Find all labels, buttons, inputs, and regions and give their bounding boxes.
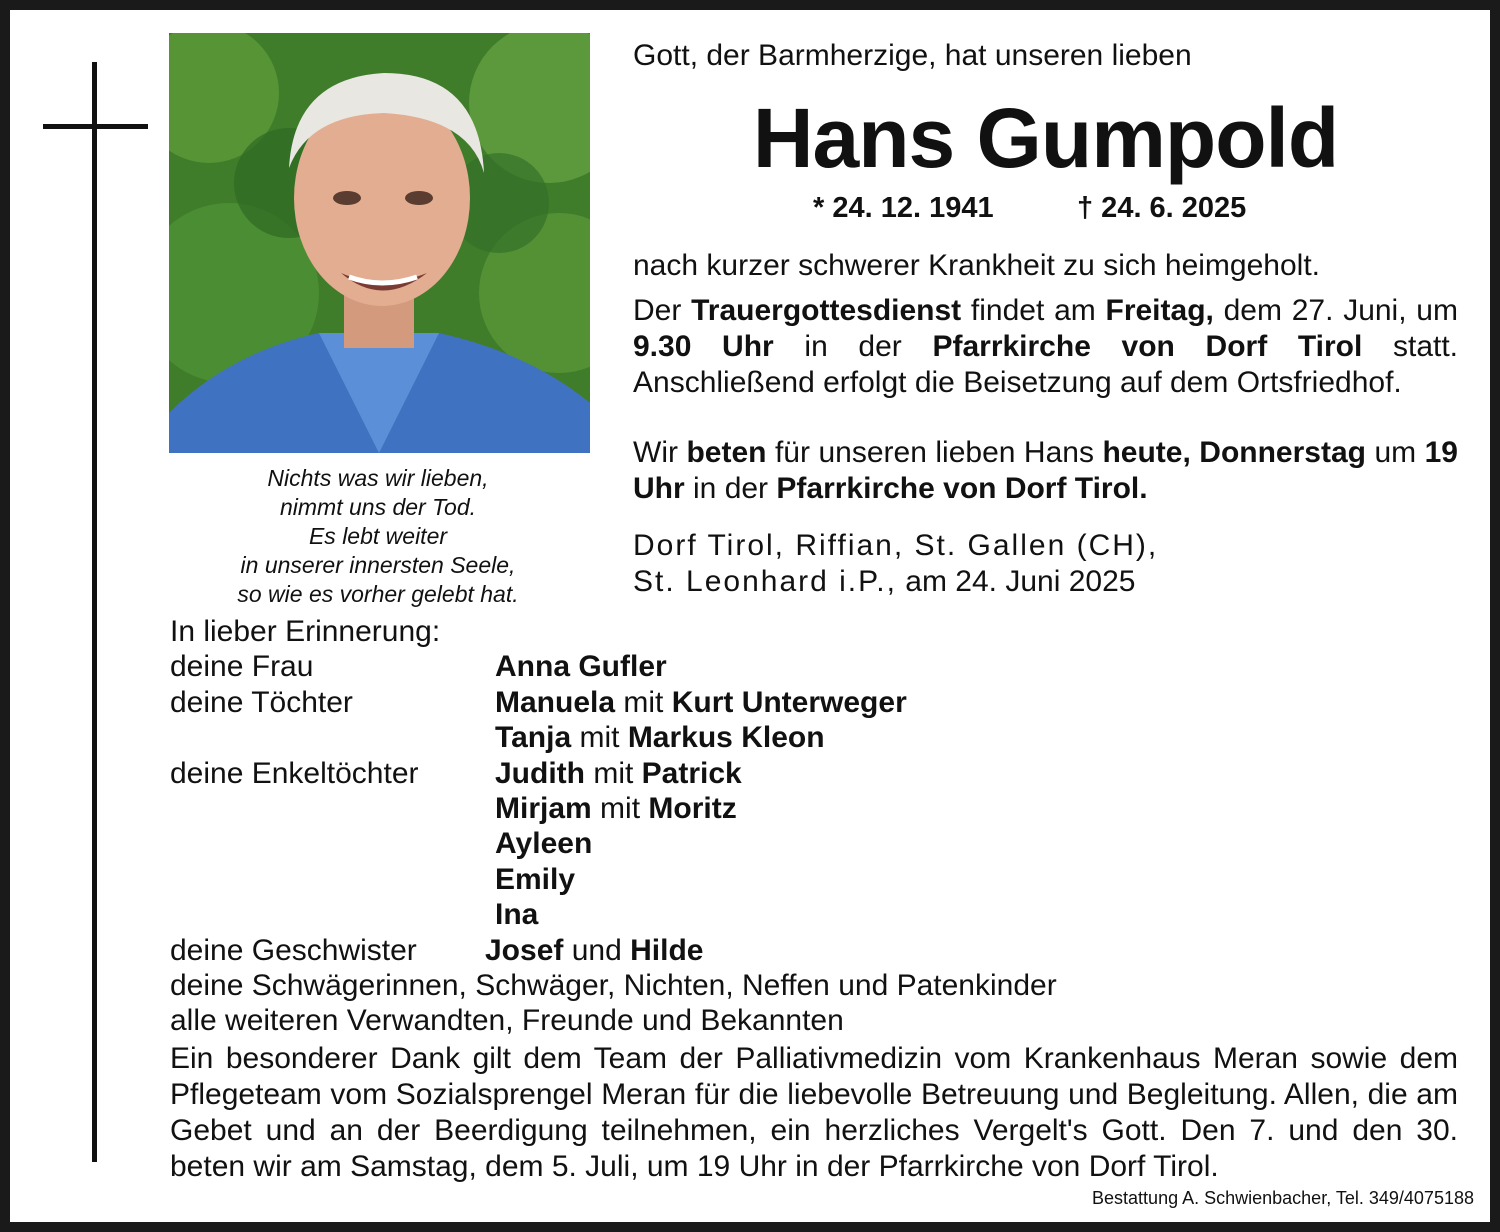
cross-symbol: [92, 62, 97, 1162]
quote-line: so wie es vorher gelebt hat.: [237, 581, 519, 607]
intro-text: Gott, der Barmherzige, hat unseren lieben: [633, 39, 1192, 72]
quote-line: in unserer innersten Seele,: [240, 552, 516, 578]
place-line: St. Leonhard i.P., am 24. Juni 2025: [633, 565, 1136, 598]
portrait-photo: [169, 33, 590, 453]
thanks-text: Ein besonderer Dank gilt dem Team der Palliativmedizin vom Krankenhaus Meran sowie dem Pflegeteam vom Sozialsprengel Meran für die liebevolle Betreuung und Begleitung. Allen, die am Gebet und an der Beerdigung teilnehmen, ein herzliches Vergelt's Gott. Den 7. und den 30. beten wir am Samstag, dem 5. Juli, um 19 Uhr in der Pfarrkirche von Dorf Tirol.: [170, 1042, 1458, 1183]
place-line: Dorf Tirol, Riffian, St. Gallen (CH),: [633, 529, 1159, 562]
cross-symbol-bar: [43, 124, 148, 129]
quote-line: nimmt uns der Tod.: [279, 494, 477, 520]
birth-date: * 24. 12. 1941: [813, 192, 994, 224]
death-date: † 24. 6. 2025: [1077, 192, 1247, 224]
called-home-text: nach kurzer schwerer Krankheit zu sich heimgeholt.: [633, 249, 1320, 282]
memorial-quote: [200, 464, 556, 609]
quote-line: Es lebt weiter: [308, 523, 448, 549]
deceased-name: Hans Gumpold: [752, 91, 1339, 185]
place-date-text: [633, 528, 1458, 600]
funeral-service-text: Der Trauergottesdienst findet am Freitag, dem 27. Juni, um 9.30 Uhr in der Pfarrkirche von Dorf Tirol statt. Anschließend erfolgt die Beisetzung auf dem Ortsfriedhof.: [633, 294, 1459, 399]
funeral-home-credit: Bestattung A. Schwienbacher, Tel. 349/4075188: [1092, 1188, 1474, 1208]
quote-line: Nichts was wir lieben,: [267, 465, 489, 491]
prayer-text: Wir beten für unseren lieben Hans heute, Donnerstag um 19 Uhr in der Pfarrkirche von Dorf Tirol.: [633, 436, 1458, 505]
